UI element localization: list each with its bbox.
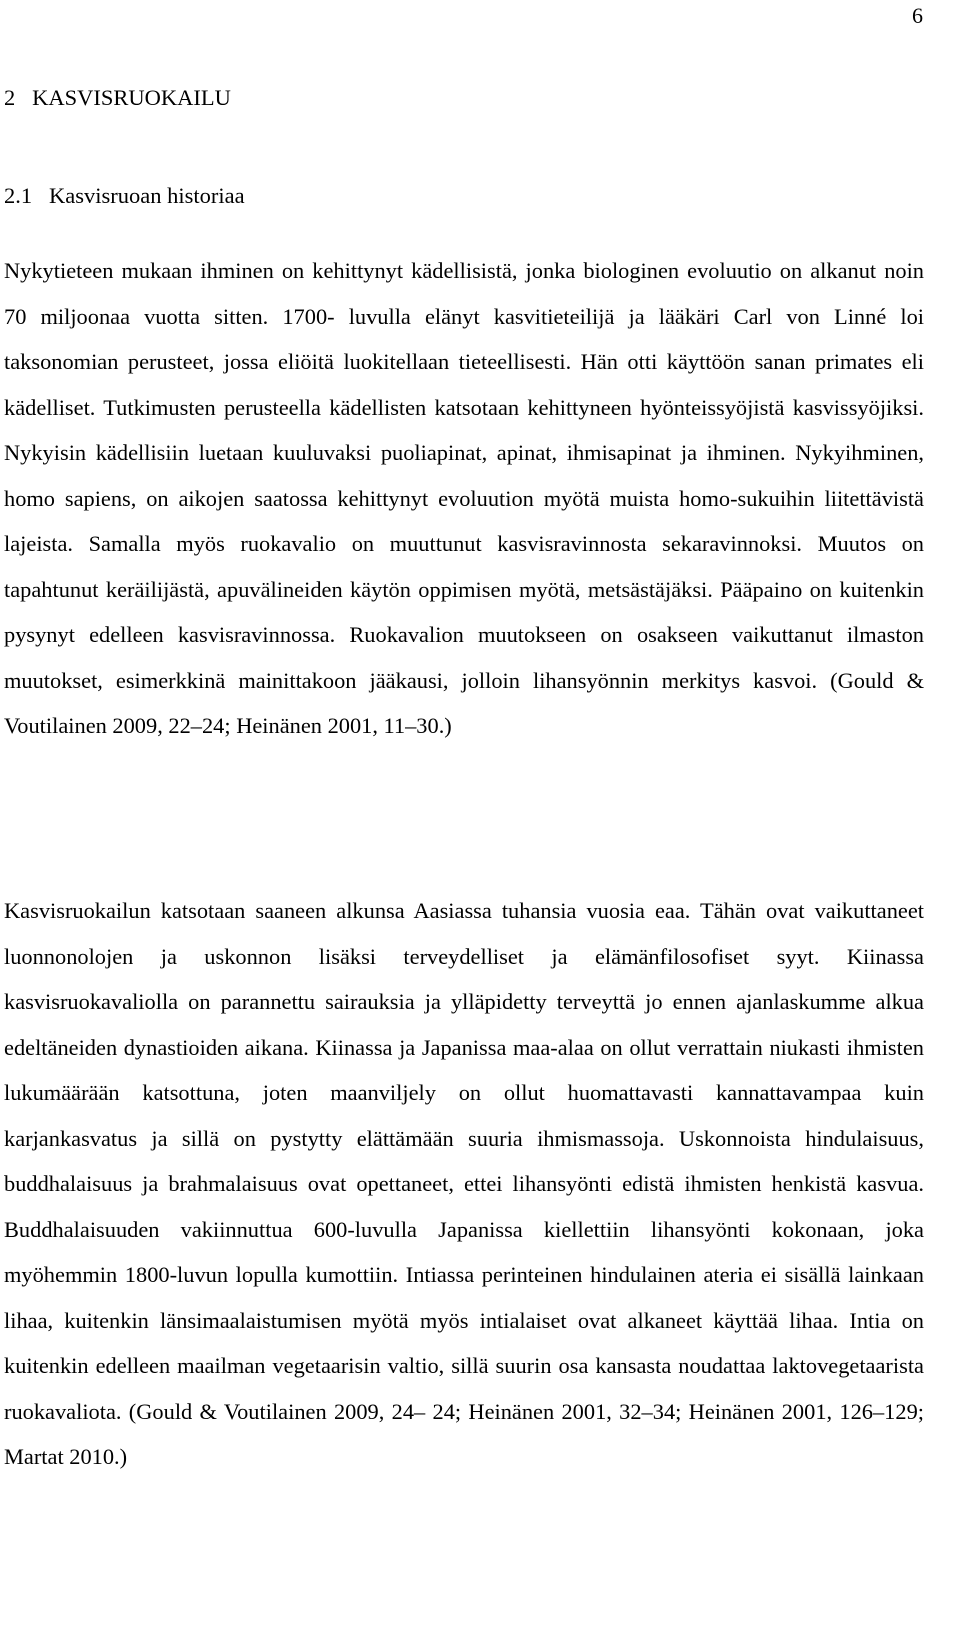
section-heading: 2.1 Kasvisruoan historiaa	[4, 183, 245, 208]
paragraph-evolution: Nykytieteen mukaan ihminen on kehittynyt kädellisistä, jonka biologinen evoluutio on alkanut noin 70 miljoonaa vuotta sitten. 1700- luvulla elänyt kasvitieteilijä ja lääkäri Carl von Linné loi taksonomian perusteet, jossa eliöitä luokitellaan tieteellisesti. Hän otti käyttöön sanan primates eli kädelliset. Tutkimusten perusteella kädellisten katsotaan kehittyneen hyönteissyöjistä kasvissyöjiksi. Nykyisin kädellisiin luetaan kuuluvaksi puoliapinat, apinat, ihmisapinat ja ihminen. Nykyihminen, homo sapiens, on aikojen saatossa kehittynyt evoluution myötä muista homo-sukuihin liitettävistä lajeista. Samalla myös ruokavalio on muuttunut kasvisravinnosta sekaravinnoksi. Muutos on tapahtunut keräilijästä, apuvälineiden käytön oppimisen myötä, metsästäjäksi. Pääpaino on kuitenkin pysynyt edelleen kasvisravinnossa. Ruokavalion muutokseen on osakseen vaikuttanut ilmaston muutokset, esimerkkinä mainittakoon jääkausi, jolloin lihansyönnin merkitys kasvoi. (Gould & Voutilainen 2009, 22–24; Heinänen 2001, 11–30.)	[4, 258, 924, 738]
paragraph-asia-history: Kasvisruokailun katsotaan saaneen alkunsa Aasiassa tuhansia vuosia eaa. Tähän ovat vaikuttaneet luonnonolojen ja uskonnon lisäksi terveydelliset ja elämänfilosofiset syyt. Kiinassa kasvisruokavaliolla on parannettu sairauksia ja ylläpidetty terveyttä jo ennen ajanlaskumme alkua edeltäneiden dynastioiden aikana. Kiinassa ja Japanissa maa-alaa on ollut verrattain niukasti ihmisten lukumäärään katsottuna, joten maanviljely on ollut huomattavasti kannattavampaa kuin karjankasvatus ja sillä on pystytty elättämään suuria ihmismassoja. Uskonnoista hindulaisuus, buddhalaisuus ja brahmalaisuus ovat opettaneet, ettei lihansyönti edistä ihmisten henkistä kasvua. Buddhalaisuuden vakiinnuttua 600-luvulla Japanissa kiellettiin lihansyönti kokonaan, joka myöhemmin 1800-luvun lopulla kumottiin. Intiassa perinteinen hindulainen ateria ei sisällä lainkaan lihaa, kuitenkin länsimaalaistumisen myötä myös intialaiset ovat alkaneet käyttää lihaa. Intia on kuitenkin edelleen maailman vegetaarisin valtio, sillä suurin osa kansasta noudattaa laktovegetaarista ruokavaliota. (Gould & Voutilainen 2009, 24– 24; Heinänen 2001, 32–34; Heinänen 2001, 126–129; Martat 2010.)	[4, 898, 924, 1469]
chapter-heading: 2 KASVISRUOKAILU	[4, 85, 231, 110]
page-number: 6	[912, 3, 923, 28]
